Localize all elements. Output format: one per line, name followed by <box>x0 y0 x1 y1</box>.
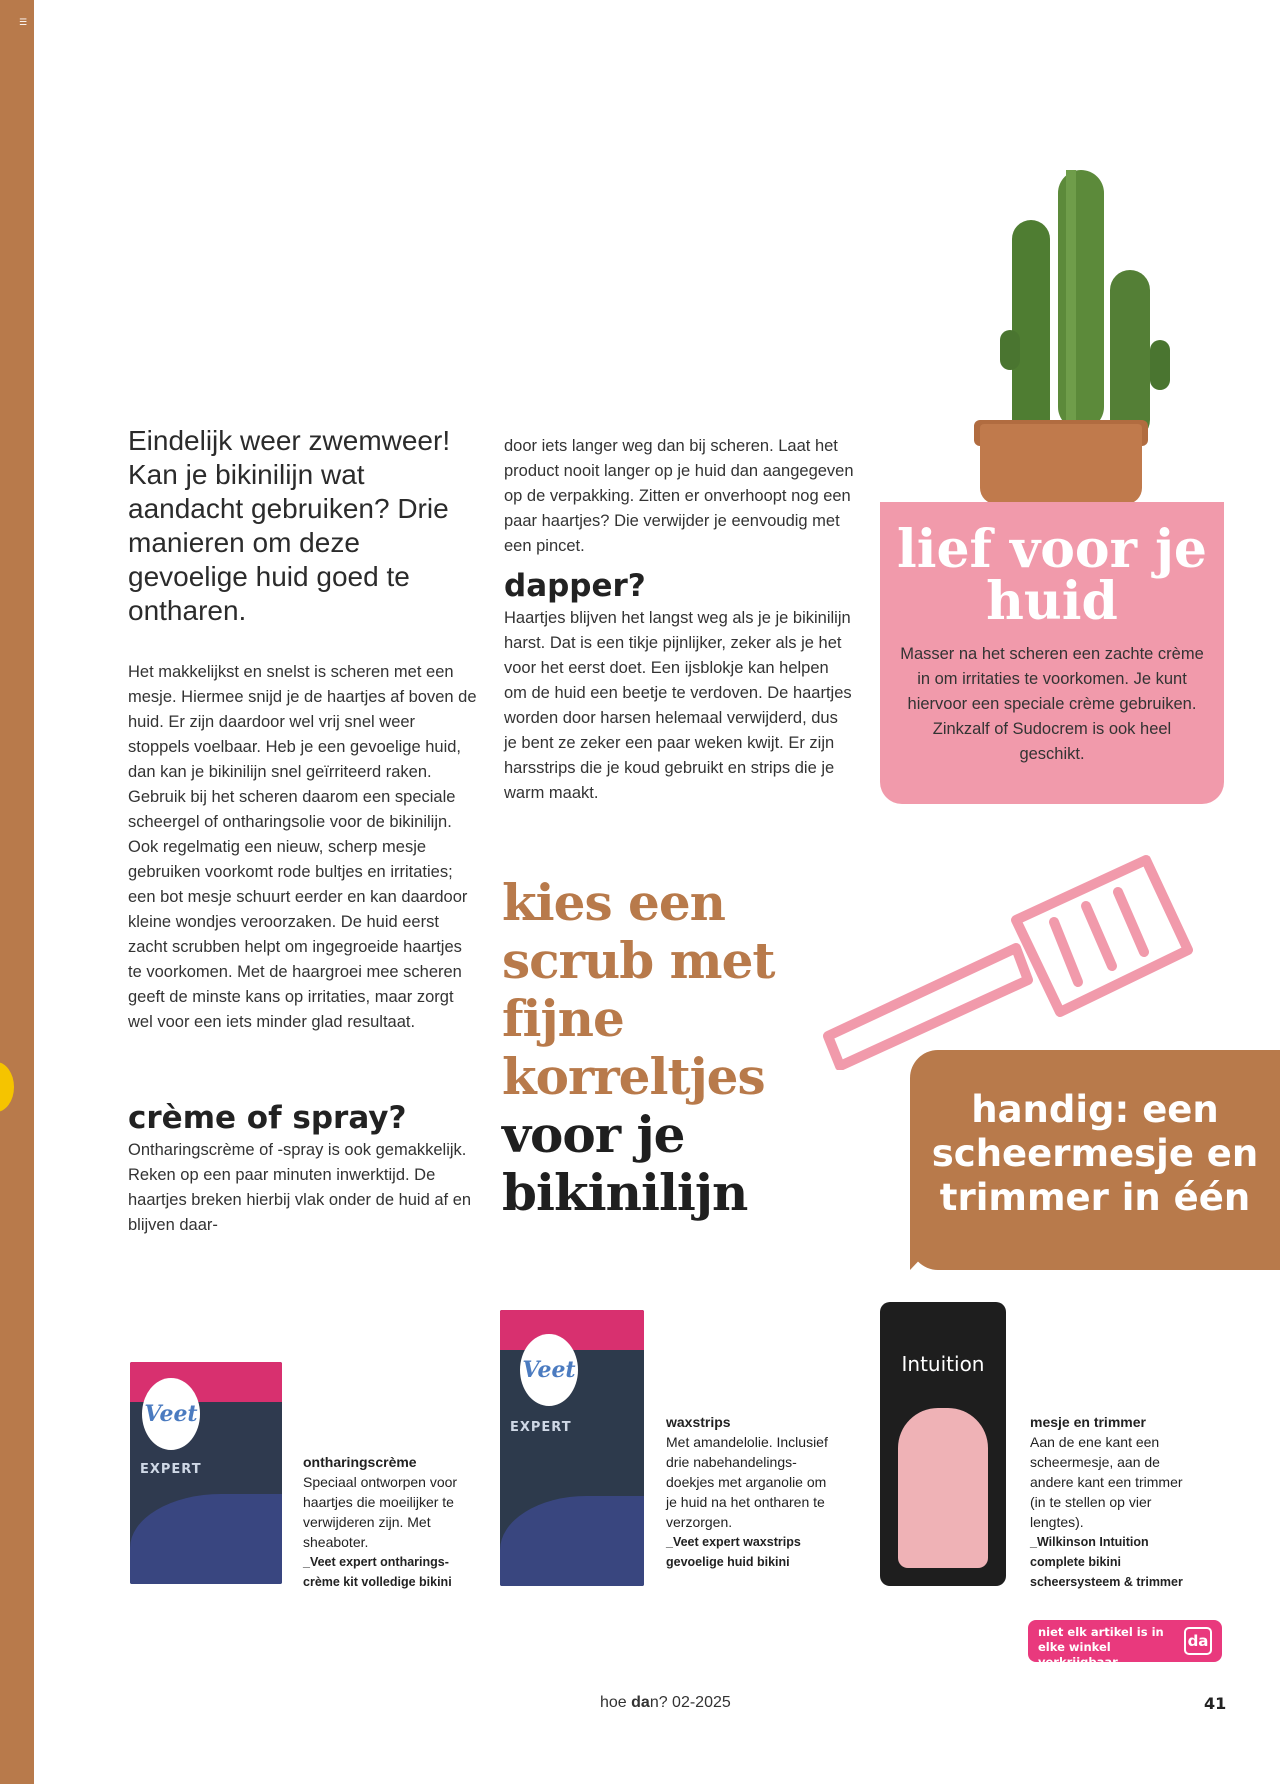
availability-badge <box>1028 1620 1222 1669</box>
product-desc-waxstrips <box>666 1412 836 1572</box>
badge-text: niet elk artikel is in elke winkel verkrijgbaar <box>1038 1625 1164 1669</box>
product-ref: _Veet expert ontharingscrème kit volledige bikini <box>303 1555 452 1589</box>
tip-text: Masser na het scheren een zachte crème in om irritaties te voorkomen. Je kunt hiervoor een speciale crème gebruiken. Zinkzalf of Sudocrem is ook heel geschikt. <box>900 645 1204 763</box>
callout-text: handig: een scheermesje en trimmer in één <box>931 1088 1259 1219</box>
product-text: Speciaal ontworpen voor haartjes die moeilijker te verwijderen zijn. Met sheaboter. <box>303 1474 458 1550</box>
product-ref: _Veet expert waxstrips gevoelige huid bikini <box>666 1535 801 1569</box>
pack-wave <box>500 1496 644 1586</box>
pull-quote-brown: kies een scrub met fijne korreltjes <box>502 873 775 1106</box>
side-bar <box>0 0 34 1784</box>
product-text: Aan de ene kant een scheermesje, aan de andere kant een trimmer (in te stellen op vier lengtes). <box>1030 1434 1183 1530</box>
brand-logo: Veet <box>520 1334 578 1406</box>
tip-title: lief voor je huid <box>896 519 1208 632</box>
footer-post: n? 02-2025 <box>649 1694 731 1711</box>
tip-box <box>880 502 1224 804</box>
pack-strip <box>500 1310 644 1350</box>
product-desc-cream <box>303 1452 473 1592</box>
pack-label: EXPERT <box>510 1420 572 1435</box>
pull-quote-dark: voor je bikinilijn <box>502 1105 748 1222</box>
col1-paragraph: Het makkelijkst en snelst is scheren met een mesje. Hiermee snijd je de haartjes af boven de huid. Er zijn daardoor wel vrij snel weer stoppels voelbaar. Heb je een gevoelige huid, dan kan je bikinilijn snel geïrriteerd raken. Gebruik bij het scheren daarom een speciale scheergel of ontharingsolie voor de bikinilijn. Ook regelmatig een nieuw, scherp mesje gebruiken voorkomt rode bultjes en irritaties; een bot mesje schuurt eerder en kan daardoor kleine wondjes veroorzaken. De huid eerst zacht scrubben helpt om ingegroeide haartjes te voorkomen. Met de haargroei mee scheren geeft de minste kans op irritaties, maar zorgt wel voor een iets minder glad resultaat. <box>128 663 477 1031</box>
callout-tail <box>910 1230 948 1270</box>
product-image-waxstrips <box>500 1310 644 1586</box>
product-ref: _Wilkinson Intuition complete bikini scheersysteem & trimmer <box>1030 1535 1183 1589</box>
intro-text: Eindelijk weer zwemweer! Kan je bikinilijn wat aandacht gebruiken? Drie manieren om deze gevoelige huid goed te ontharen. <box>128 425 451 626</box>
brand-logo: Veet <box>142 1378 200 1450</box>
product-title: waxstrips <box>666 1414 731 1430</box>
col2-paragraph-2: Haartjes blijven het langst weg als je je bikinilijn harst. Dat is een tikje pijnlijker, zeker als je het voor het eerst doet. Een ijsblokje kan helpen om de huid een beetje te verdoven. De haartjes worden door harsen helemaal verwijderd, dus je bent ze zeker een paar weken kwijt. Er zijn harsstrips die je koud gebruikt en strips die je warm maakt. <box>504 609 852 802</box>
col1-heading: crème of spray? <box>128 1100 407 1136</box>
da-logo-icon: da <box>1184 1627 1212 1655</box>
product-title: mesje en trimmer <box>1030 1414 1146 1430</box>
footer-pre: hoe <box>600 1694 632 1711</box>
col1-paragraph-2: Ontharingscrème of -spray is ook gemakkelijk. Reken op een paar minuten inwerktijd. De haartjes breken hierbij vlak onder de huid af en blijven daar- <box>128 1141 472 1234</box>
product-desc-razor <box>1030 1412 1200 1592</box>
pull-quote <box>502 874 832 1222</box>
col2-heading: dapper? <box>504 568 646 604</box>
brand-logo: Intuition <box>901 1352 985 1376</box>
product-text: Met amandelolie. Inclusief drie nabehandelingsdoekjes met arganolie om je huid na het ontharen te verzorgen. <box>666 1434 828 1530</box>
col2-paragraph: door iets langer weg dan bij scheren. Laat het product nooit langer op je huid dan aangegeven op de verpakking. Zitten er onverhoopt nog een paar haartjes? Die verwijder je eenvoudig met een pincet. <box>504 437 854 555</box>
cactus-pot <box>980 424 1142 504</box>
product-image-razor <box>880 1302 1006 1586</box>
pack-label: EXPERT <box>140 1462 202 1477</box>
footer-magazine <box>600 1694 731 1712</box>
product-image-cream <box>130 1362 282 1584</box>
razor-icon <box>816 840 1216 1070</box>
footer-brand: da <box>631 1694 650 1711</box>
product-title: ontharingscrème <box>303 1454 417 1470</box>
razor-device <box>898 1408 988 1568</box>
pack-wave <box>130 1494 282 1584</box>
callout-bubble <box>910 1050 1280 1270</box>
menu-icon[interactable]: ☰ <box>19 18 28 28</box>
page-number: 41 <box>1204 1694 1227 1713</box>
